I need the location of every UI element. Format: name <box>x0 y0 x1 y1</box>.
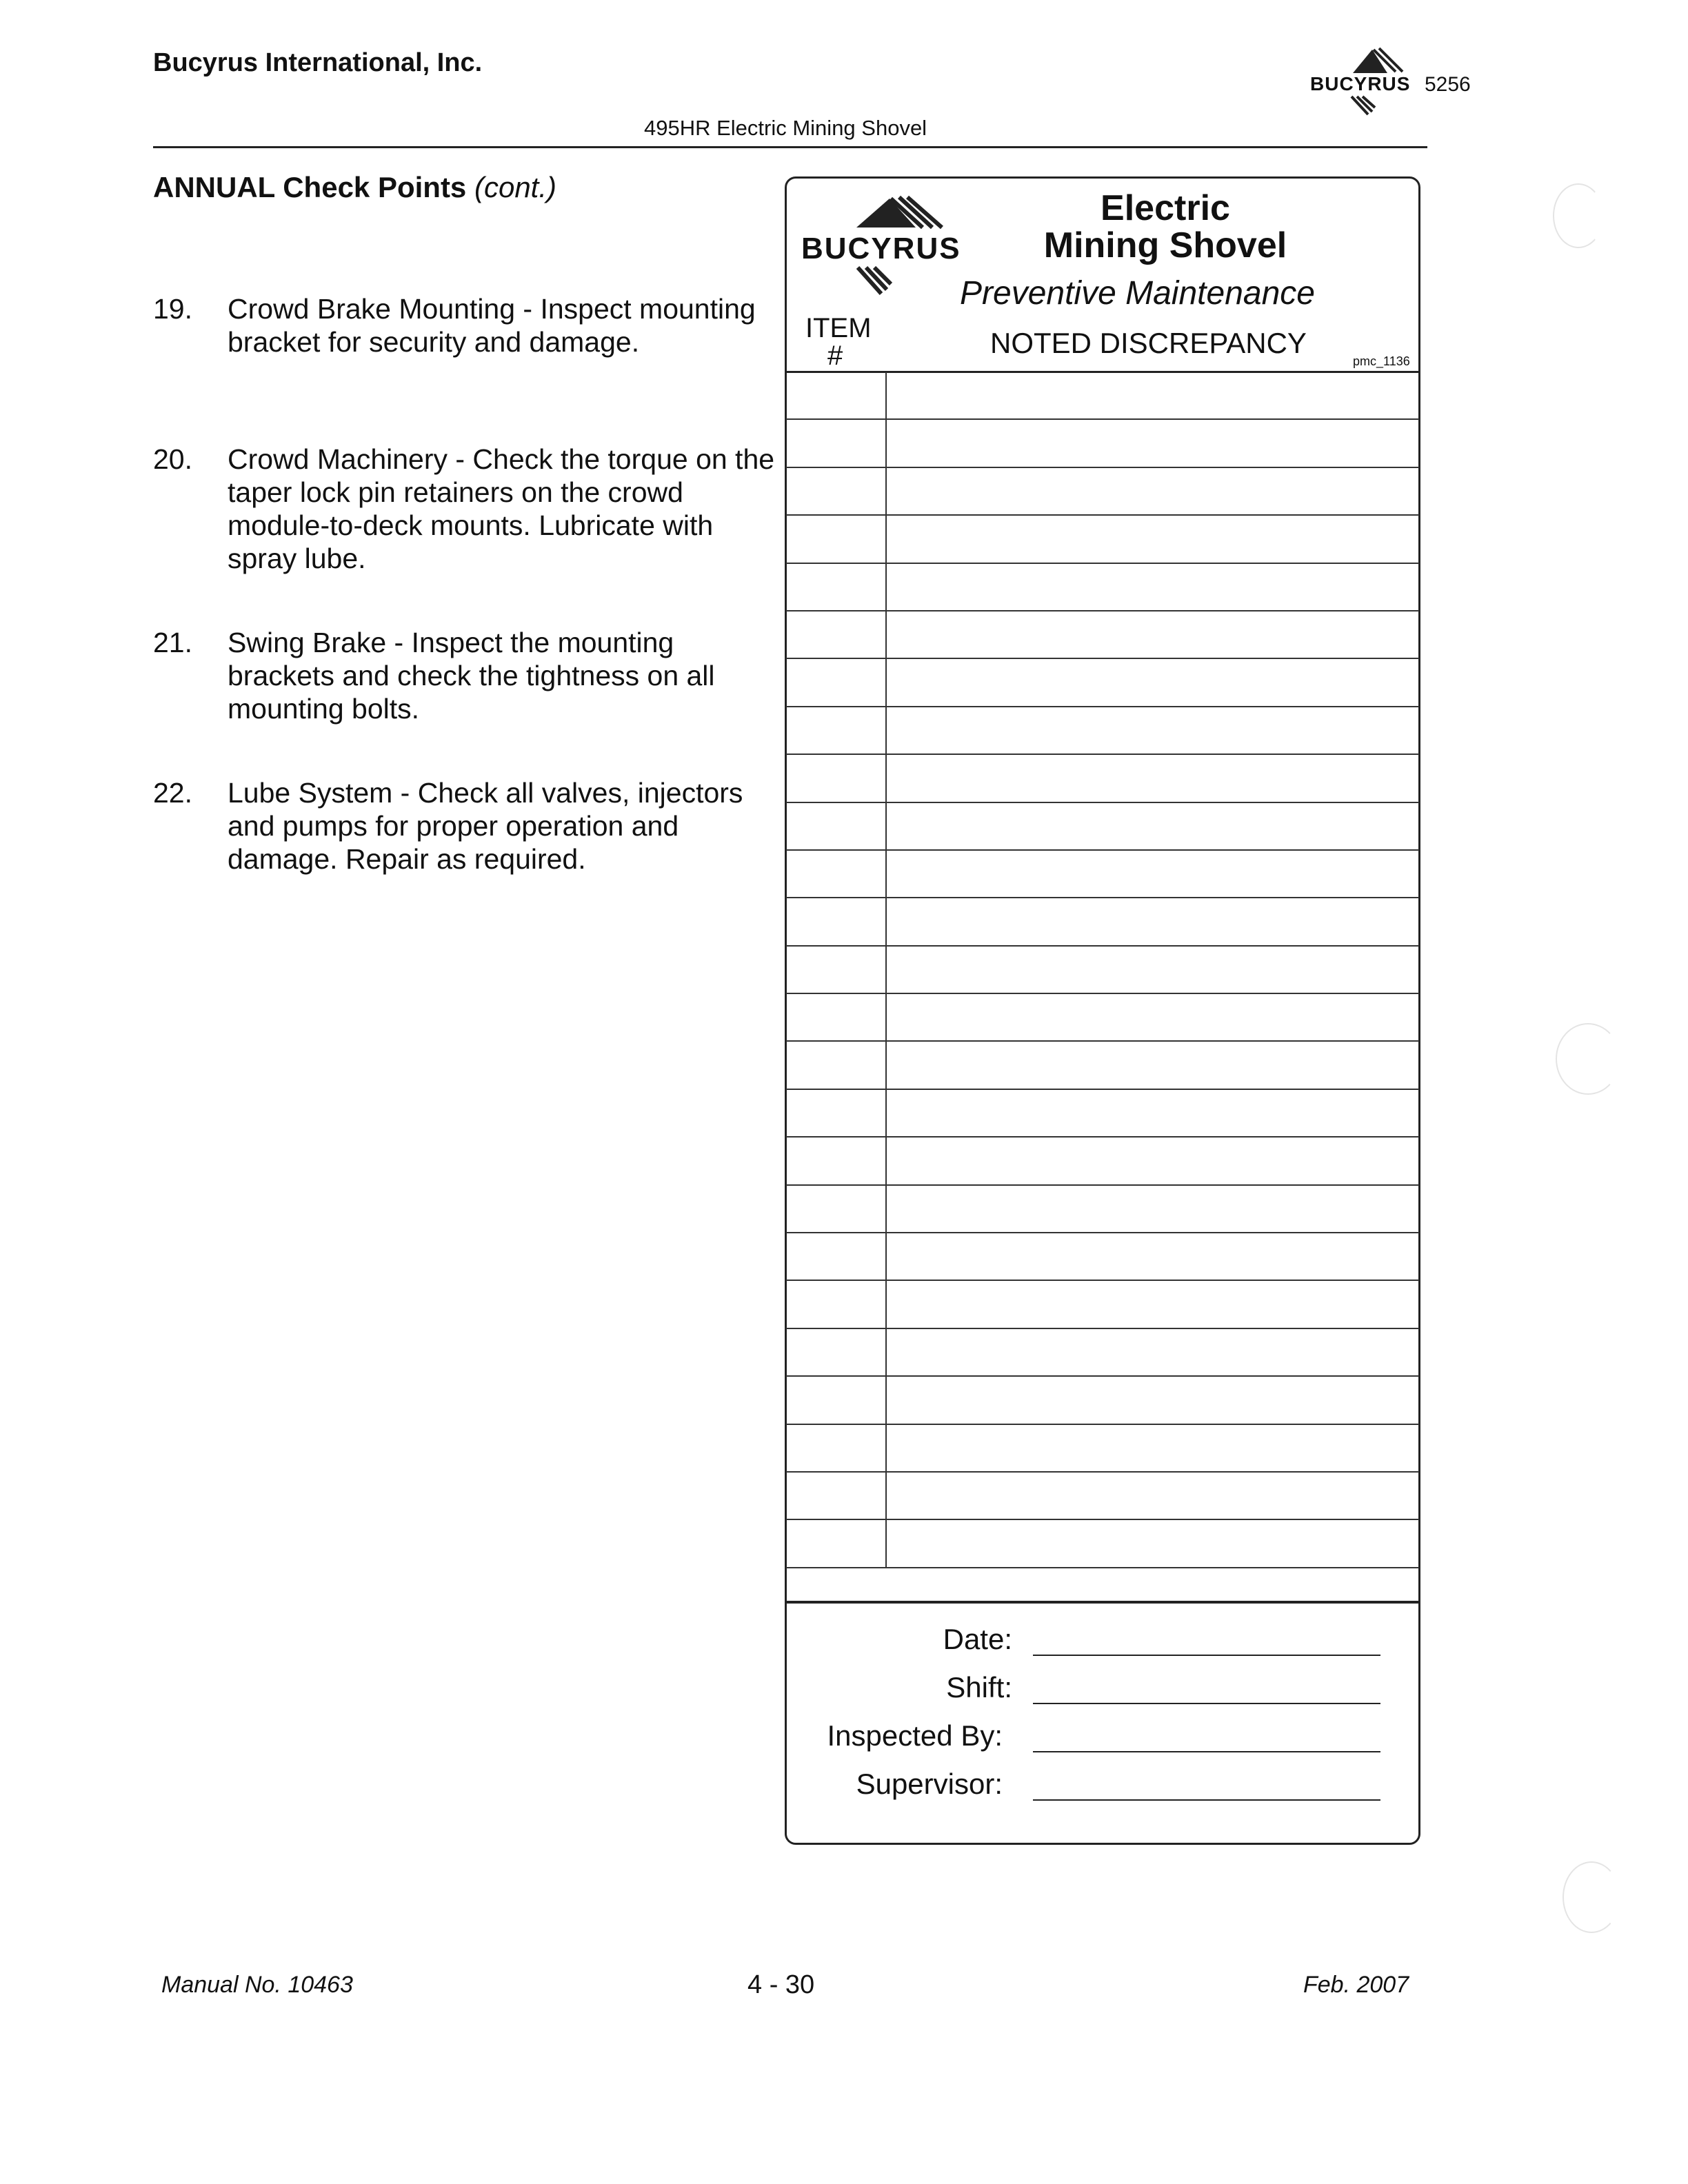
grid-row <box>786 611 1419 659</box>
discrepancy-cell[interactable] <box>887 468 1419 514</box>
discrepancy-cell[interactable] <box>887 1233 1419 1280</box>
item-number-cell[interactable] <box>786 516 887 562</box>
section-heading-suffix: (cont.) <box>474 171 556 203</box>
grid-row <box>786 1329 1419 1377</box>
form-title-line2: Mining Shovel <box>1043 225 1287 265</box>
discrepancy-cell[interactable] <box>887 803 1419 849</box>
form-title-line1: Electric <box>1101 188 1230 228</box>
footer-manual-number: Manual No. 10463 <box>161 1972 353 1998</box>
item-number-cell[interactable] <box>786 994 887 1040</box>
check-item-text: Lube System - Check all valves, injectors and pumps for proper operation and damage. Repair as required. <box>228 777 743 875</box>
item-number-cell[interactable] <box>786 1425 887 1471</box>
grid-row <box>786 803 1419 851</box>
grid-row <box>786 1138 1419 1185</box>
discrepancy-column-header: NOTED DISCREPANCY <box>990 327 1307 359</box>
grid-row <box>786 994 1419 1042</box>
grid-row <box>786 898 1419 946</box>
item-number-cell[interactable] <box>786 1090 887 1136</box>
supervisor-field[interactable] <box>1033 1799 1380 1801</box>
item-number-cell[interactable] <box>786 803 887 849</box>
discrepancy-cell[interactable] <box>887 755 1419 801</box>
item-column-label: ITEM <box>805 313 872 343</box>
item-number-cell[interactable] <box>786 1473 887 1519</box>
footer-date: Feb. 2007 <box>1303 1972 1409 1998</box>
grid-row <box>786 1281 1419 1328</box>
item-number-cell[interactable] <box>786 1329 887 1375</box>
item-number-cell[interactable] <box>786 420 887 466</box>
discrepancy-cell[interactable] <box>887 947 1419 993</box>
shift-field[interactable] <box>1033 1703 1380 1704</box>
company-name: Bucyrus International, Inc. <box>153 48 483 77</box>
discrepancy-cell[interactable] <box>887 1090 1419 1136</box>
grid-row <box>786 707 1419 755</box>
item-number-cell[interactable] <box>786 1233 887 1280</box>
item-number-cell[interactable] <box>786 564 887 610</box>
check-item-text: Swing Brake - Inspect the mounting brackets and check the tightness on all mounting bolts. <box>228 627 715 725</box>
check-item-number: 22. <box>153 777 192 809</box>
item-number-cell[interactable] <box>786 1186 887 1232</box>
grid-row <box>786 1233 1419 1281</box>
item-number-cell[interactable] <box>786 468 887 514</box>
header-divider <box>153 146 1427 148</box>
discrepancy-cell[interactable] <box>887 1377 1419 1423</box>
date-field[interactable] <box>1033 1655 1380 1656</box>
grid-row <box>786 564 1419 611</box>
footer-page-number: 4 - 30 <box>747 1970 815 1999</box>
item-number-cell[interactable] <box>786 1520 887 1566</box>
form-code: pmc_1136 <box>1353 354 1410 368</box>
grid-row <box>786 1186 1419 1233</box>
discrepancy-cell[interactable] <box>887 1138 1419 1184</box>
discrepancy-cell[interactable] <box>887 1473 1419 1519</box>
item-column-hash: # <box>827 341 843 371</box>
discrepancy-cell[interactable] <box>887 1042 1419 1088</box>
item-number-cell[interactable] <box>786 1042 887 1088</box>
discrepancy-cell[interactable] <box>887 564 1419 610</box>
discrepancy-cell[interactable] <box>887 851 1419 897</box>
grid-row <box>786 516 1419 563</box>
binder-hole <box>1553 183 1604 248</box>
inspected-by-field[interactable] <box>1033 1751 1380 1752</box>
item-number-cell[interactable] <box>786 755 887 801</box>
grid-row <box>786 420 1419 467</box>
discrepancy-cell[interactable] <box>887 516 1419 562</box>
item-number-cell[interactable] <box>786 707 887 754</box>
grid-row <box>786 1042 1419 1089</box>
discrepancy-cell[interactable] <box>887 1281 1419 1327</box>
grid-row <box>786 1520 1419 1568</box>
grid-row <box>786 1425 1419 1473</box>
discrepancy-cell[interactable] <box>887 898 1419 944</box>
grid-row <box>786 468 1419 516</box>
discrepancy-cell[interactable] <box>887 420 1419 466</box>
form-subtitle: Preventive Maintenance <box>960 275 1315 312</box>
date-label: Date: <box>943 1623 1012 1655</box>
grid-row <box>786 947 1419 994</box>
grid-row <box>786 851 1419 898</box>
discrepancy-cell[interactable] <box>887 1520 1419 1566</box>
grid-row <box>786 372 1419 420</box>
check-item-number: 20. <box>153 443 192 475</box>
shift-label: Shift: <box>946 1671 1012 1703</box>
document-title: 495HR Electric Mining Shovel <box>644 116 927 140</box>
check-item-text: Crowd Brake Mounting - Inspect mounting bracket for security and damage. <box>228 293 756 358</box>
binder-hole <box>1556 1023 1620 1095</box>
document-number: 5256 <box>1425 73 1471 96</box>
item-number-cell[interactable] <box>786 1377 887 1423</box>
header-logo-text: BUCYRUS <box>1310 73 1411 94</box>
binder-hole <box>1563 1861 1620 1933</box>
inspected-by-label: Inspected By: <box>827 1719 1003 1752</box>
discrepancy-cell[interactable] <box>887 1425 1419 1471</box>
grid-row <box>786 1377 1419 1424</box>
discrepancy-cell[interactable] <box>887 1186 1419 1232</box>
grid-row <box>786 1473 1419 1520</box>
check-item-number: 19. <box>153 293 192 325</box>
item-number-cell[interactable] <box>786 851 887 897</box>
grid-row <box>786 1090 1419 1138</box>
discrepancy-cell[interactable] <box>887 1329 1419 1375</box>
item-number-cell[interactable] <box>786 659 887 705</box>
grid-row <box>786 755 1419 802</box>
item-number-cell[interactable] <box>786 1138 887 1184</box>
section-heading-main: ANNUAL Check Points <box>153 171 467 203</box>
item-number-cell[interactable] <box>786 898 887 944</box>
item-number-cell[interactable] <box>786 1281 887 1327</box>
discrepancy-cell[interactable] <box>887 994 1419 1040</box>
discrepancy-cell[interactable] <box>887 611 1419 658</box>
discrepancy-cell[interactable] <box>887 707 1419 754</box>
item-number-cell[interactable] <box>786 947 887 993</box>
supervisor-label: Supervisor: <box>856 1768 1003 1800</box>
item-number-cell[interactable] <box>786 611 887 658</box>
grid-row <box>786 659 1419 707</box>
check-item-text: Crowd Machinery - Check the torque on the taper lock pin retainers on the crowd module-to-deck mounts. Lubricate with spray lube. <box>228 443 775 574</box>
discrepancy-grid <box>786 372 1419 1568</box>
check-item-number: 21. <box>153 627 192 658</box>
item-number-cell[interactable] <box>786 372 887 418</box>
section-heading <box>153 171 556 204</box>
form-logo-text: BUCYRUS <box>801 232 961 265</box>
discrepancy-cell[interactable] <box>887 659 1419 705</box>
discrepancy-cell[interactable] <box>887 372 1419 418</box>
grid-bottom-divider <box>786 1601 1419 1604</box>
